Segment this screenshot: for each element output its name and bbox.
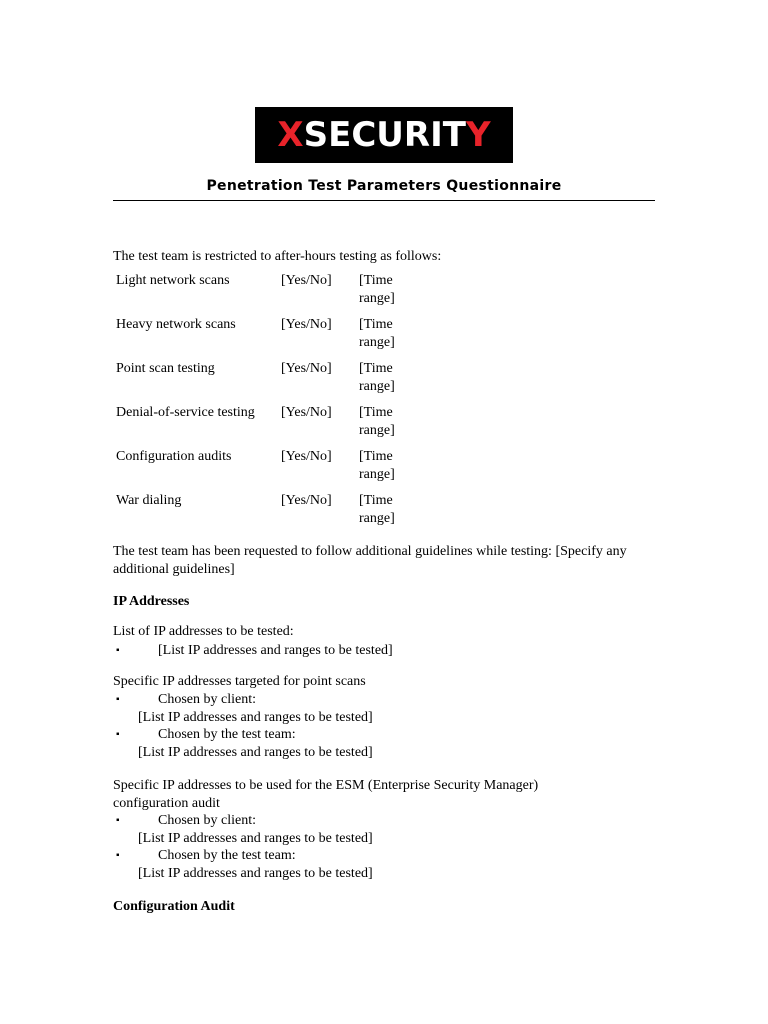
bullet-icon: ▪ — [116, 694, 120, 705]
bullet-icon: ▪ — [116, 850, 120, 861]
yes-no: [Yes/No] — [281, 273, 332, 288]
test-name: Light network scans — [116, 273, 230, 288]
yes-no: [Yes/No] — [281, 493, 332, 508]
time-range: [Time range] — [359, 361, 395, 394]
title-rule — [113, 200, 655, 201]
test-name: Heavy network scans — [116, 317, 236, 332]
yes-no: [Yes/No] — [281, 405, 332, 420]
logo-mid: SECURIT — [303, 115, 466, 155]
table-row — [113, 448, 433, 492]
bullet-icon: ▪ — [116, 729, 120, 740]
esm-heading: Specific IP addresses to be used for the ESM (Enterprise Security Manager) configuration audit — [113, 778, 539, 811]
ip-placeholder: [List IP addresses and ranges to be tested] — [138, 710, 373, 725]
time-range: [Time range] — [359, 493, 395, 526]
document-page: XSECURITY Penetration Test Parameters Questionnaire The test team is restricted to after-hours testing as follows: Light network scans [Yes/No] [Time range] Heavy network scans [Yes/No] [Time range] Point scan testing [Yes/No] [Time range] Denial-of-service testing [Yes/No] [Time range] Configuration audits [Yes/No] [Time range] War dialing [Yes/No] [Time range] The test team has been requested to follow additional guidelines while testing: [Specify any additional guidelines] IP Addresses List of IP addresses to be tested: ▪ [List IP addresses and ranges to be tested] Specific IP addresses targeted for point scans ▪ Chosen by client: [List IP addresses and ranges to be tested] ▪ Chosen by the test team: [List IP addresses and ranges to be tested] Specific IP addresses to be used for the ESM (Enterprise Security Manager) configuration audit ▪ Chosen by client: [List IP addresses and ranges to be tested] ▪ Chosen by the test team: [List IP addresses and ranges to be tested] Configuration Audit — [0, 0, 768, 1024]
yes-no: [Yes/No] — [281, 317, 332, 332]
yes-no: [Yes/No] — [281, 449, 332, 464]
guidelines-text: The test team has been requested to follow additional guidelines while testing: [Specify any additional guidelines] — [113, 544, 627, 577]
time-range: [Time range] — [359, 317, 395, 350]
ip-list-heading: List of IP addresses to be tested: — [113, 624, 294, 639]
yes-no: [Yes/No] — [281, 361, 332, 376]
bullet-icon: ▪ — [116, 645, 120, 656]
test-name: Denial-of-service testing — [116, 405, 255, 420]
time-range: [Time range] — [359, 273, 395, 306]
xsecurity-logo — [255, 107, 513, 163]
time-range: [Time range] — [359, 405, 395, 438]
ip-placeholder: [List IP addresses and ranges to be tested] — [138, 831, 373, 846]
test-name: Point scan testing — [116, 361, 215, 376]
intro-text: The test team is restricted to after-hours testing as follows: — [113, 249, 442, 264]
table-row — [113, 360, 433, 404]
table-row — [113, 316, 433, 360]
point-scan-heading: Specific IP addresses targeted for point scans — [113, 674, 366, 689]
logo-y: Y — [465, 115, 491, 155]
table-row — [113, 272, 433, 316]
ip-addresses-heading: IP Addresses — [113, 594, 190, 609]
time-range: [Time range] — [359, 449, 395, 482]
after-hours-table — [113, 272, 433, 536]
document-title: Penetration Test Parameters Questionnaire — [206, 178, 562, 194]
test-name: War dialing — [116, 493, 182, 508]
bullet-icon: ▪ — [116, 815, 120, 826]
table-row — [113, 404, 433, 448]
ip-placeholder: [List IP addresses and ranges to be tested] — [138, 866, 373, 881]
configuration-audit-heading: Configuration Audit — [113, 899, 235, 914]
ip-placeholder: [List IP addresses and ranges to be tested] — [138, 745, 373, 760]
table-row — [113, 492, 433, 536]
test-name: Configuration audits — [116, 449, 232, 464]
logo-x: X — [277, 115, 304, 155]
